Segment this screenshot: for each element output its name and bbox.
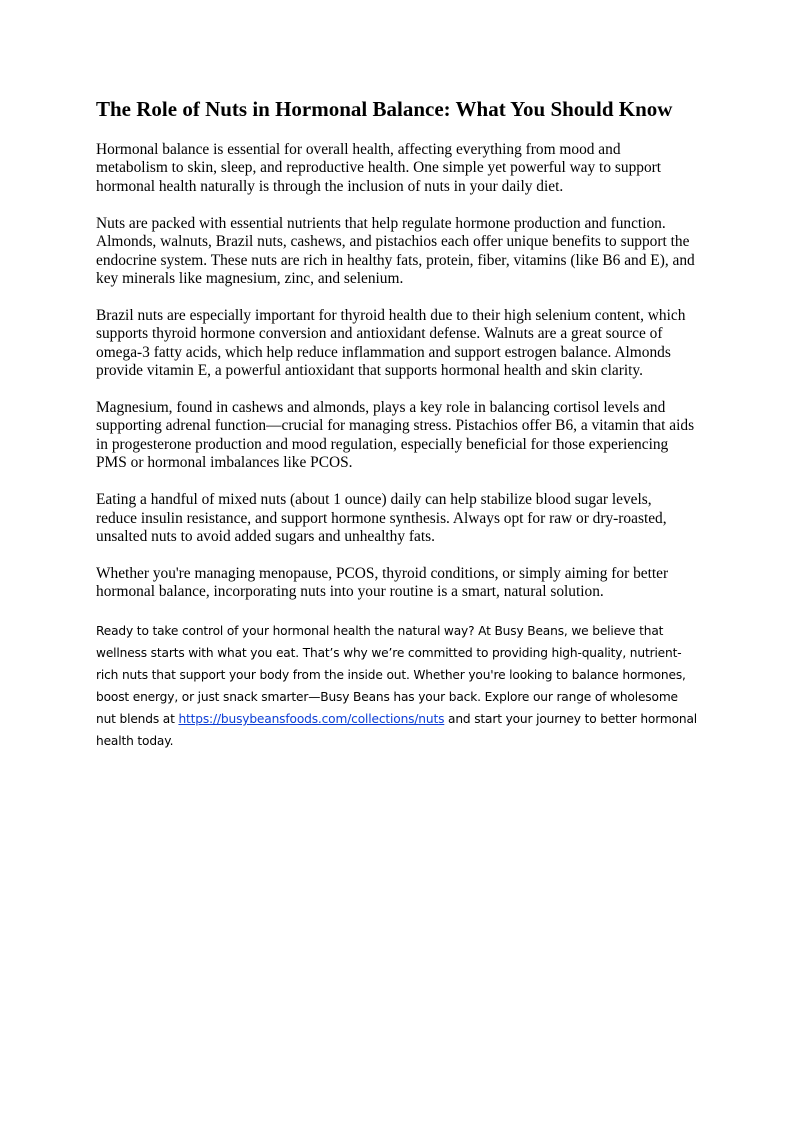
document-title: The Role of Nuts in Hormonal Balance: What You Should Know <box>96 97 673 121</box>
paragraph-daily-handful: Eating a handful of mixed nuts (about 1 ounce) daily can help stabilize blood sugar levels, reduce insulin resistance, and support hormone synthesis. Always opt for raw or dry-roasted, unsalted nuts to avoid added sugars and unhealthy fats. <box>96 491 667 545</box>
paragraph-intro: Hormonal balance is essential for overall health, affecting everything from mood and metabolism to skin, sleep, and reproductive health. One simple yet powerful way to support hormonal health naturally is through the inclusion of nuts in your daily diet. <box>96 141 662 195</box>
cta-text-after: and start your journey to better hormonal health today. <box>96 712 698 749</box>
call-to-action-paragraph <box>96 620 700 752</box>
collections-link[interactable]: https://busybeansfoods.com/collections/nuts <box>178 712 445 727</box>
cta-text-before: Ready to take control of your hormonal health the natural way? At Busy Beans, we believe that wellness starts with what you eat. That’s why we’re committed to providing high-quality, nutrient-rich nuts that support your body from the inside out. Whether you're looking to balance hormones, boost energy, or just snack smarter—Busy Beans has your back. Explore our range of wholesome nut blends at <box>96 624 686 727</box>
paragraph-brazil-walnuts-almonds: Brazil nuts are especially important for thyroid health due to their high selenium content, which supports thyroid hormone conversion and antioxidant defense. Walnuts are a great source of omega-3 fatty acids, which help reduce inflammation and support estrogen balance. Almonds provide vitamin E, a powerful antioxidant that supports hormonal health and skin clarity. <box>96 306 686 380</box>
paragraph-conclusion: Whether you're managing menopause, PCOS, thyroid conditions, or simply aiming for better hormonal balance, incorporating nuts into your routine is a smart, natural solution. <box>96 564 669 601</box>
paragraph-magnesium-pistachios: Magnesium, found in cashews and almonds, plays a key role in balancing cortisol levels and supporting adrenal function—crucial for managing stress. Pistachios offer B6, a vitamin that aids in progesterone production and mood regulation, especially beneficial for those experiencing PMS or hormonal imbalances like PCOS. <box>96 398 695 472</box>
paragraph-nutrients: Nuts are packed with essential nutrients that help regulate hormone production and function. Almonds, walnuts, Brazil nuts, cashews, and pistachios each offer unique benefits to support the endocrine system. These nuts are rich in healthy fats, protein, fiber, vitamins (like B6 and E), and key minerals like magnesium, zinc, and selenium. <box>96 214 695 287</box>
